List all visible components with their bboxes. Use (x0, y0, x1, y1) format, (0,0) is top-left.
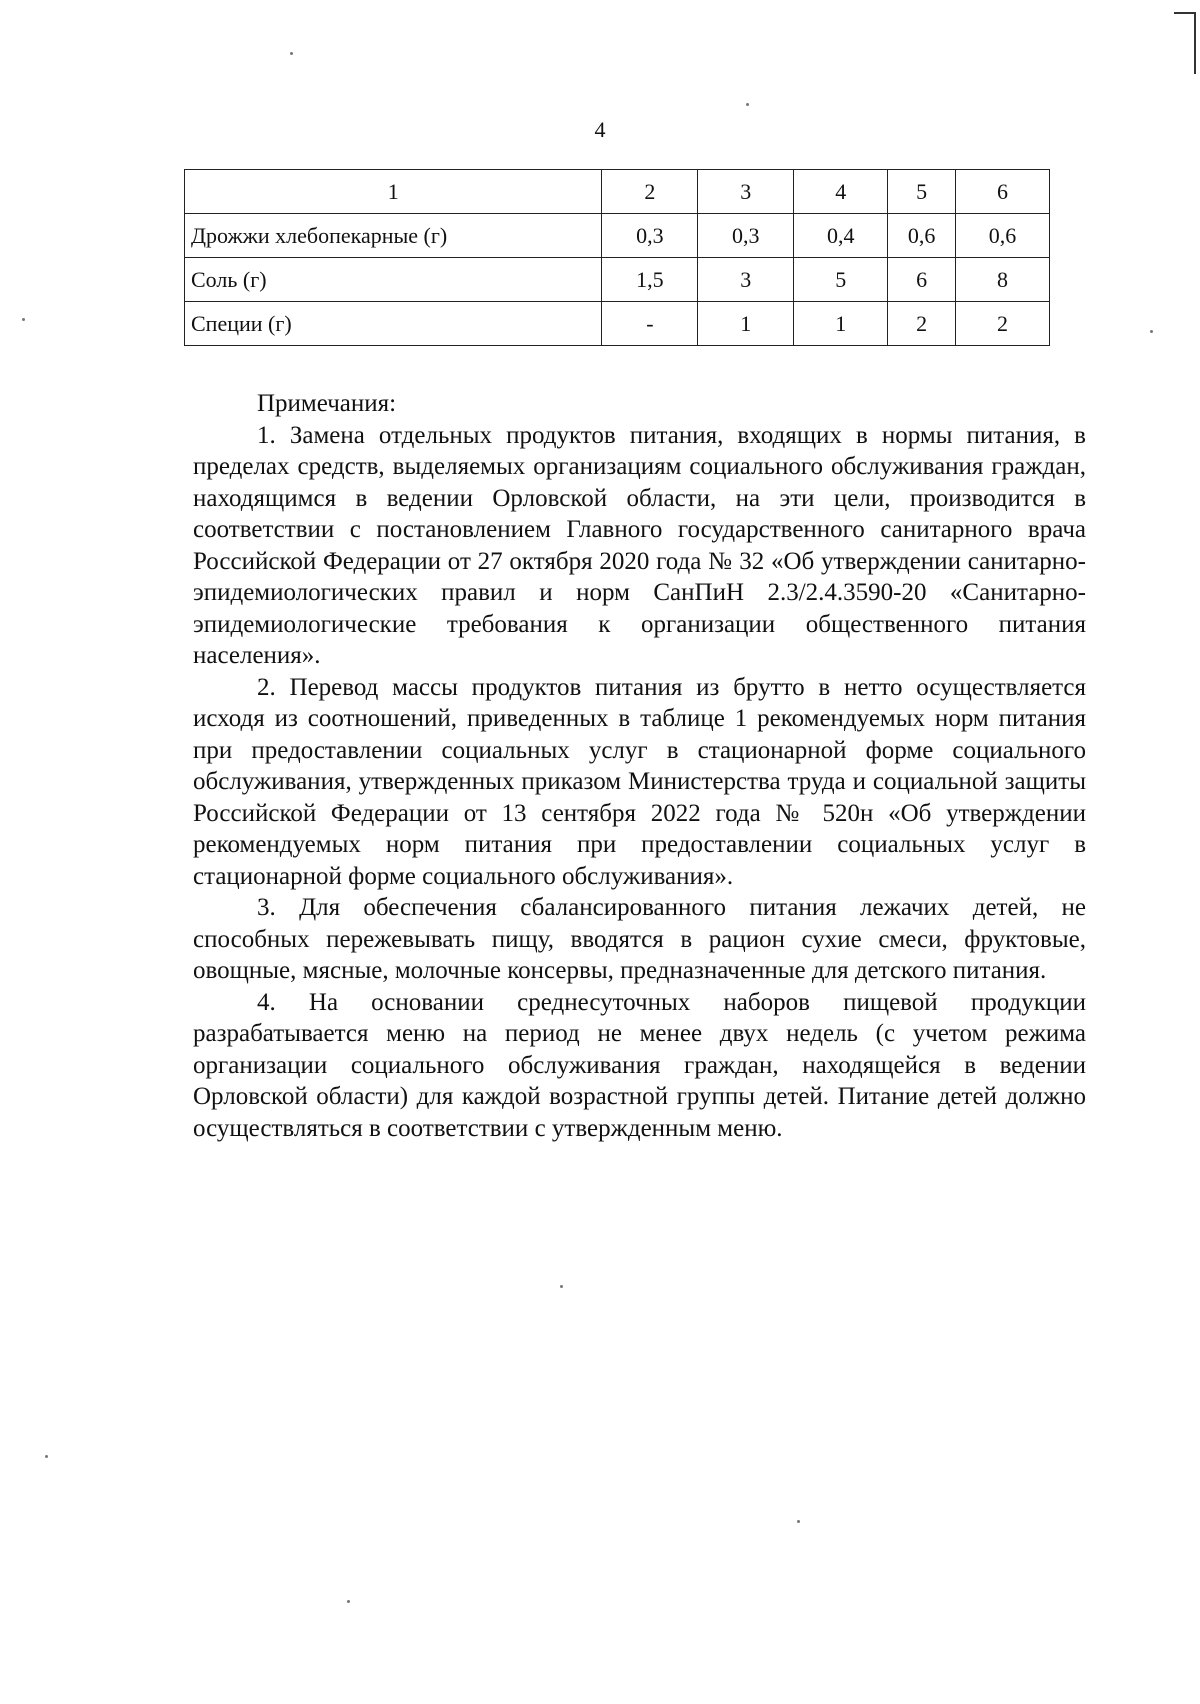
page-number: 4 (594, 117, 606, 142)
table-cell: 1 (794, 302, 888, 346)
food-norms-table (184, 169, 1050, 346)
scan-speck (45, 1455, 48, 1458)
table-cell: 0,3 (698, 214, 794, 258)
table-cell: 2 (888, 302, 956, 346)
table-cell: 3 (698, 258, 794, 302)
scan-speck (347, 1600, 350, 1603)
scan-speck (746, 103, 749, 106)
table-header-cell: 3 (698, 170, 794, 214)
note-paragraph: 4. На основании среднесуточных наборов пищевой продукции разрабатывается меню на период не менее двух недель (с учетом режима организации социального обслуживания граждан, находящейся в ведении Орловской области) для каждой возрастной группы детей. Питание детей должно осуществляться в соответствии с утвержденным меню. (193, 988, 1086, 1142)
table-header-cell: 1 (185, 170, 602, 214)
table-row (185, 302, 1050, 346)
scan-speck (1150, 330, 1153, 333)
table-cell: 2 (956, 302, 1050, 346)
table-row (185, 214, 1050, 258)
table-header-row (185, 170, 1050, 214)
product-name-cell: Специи (г) (185, 302, 602, 346)
product-name-cell: Соль (г) (185, 258, 602, 302)
table-cell: 0,4 (794, 214, 888, 258)
scan-speck (560, 1285, 563, 1288)
scan-speck (797, 1520, 800, 1523)
note-paragraph: 2. Перевод массы продуктов питания из брутто в нетто осуществляется исходя из соотношений, приведенных в таблице 1 рекомендуемых норм питания при предоставлении социальных услуг в стационарной форме социального обслуживания, утвержденных приказом Министерства труда и социальной защиты Российской Федерации от 13 сентября 2022 года № 520н «Об утверждении рекомендуемых норм питания при предоставлении социальных услуг в стационарной форме социального обслуживания». (193, 673, 1086, 890)
note-paragraph: 3. Для обеспечения сбалансированного питания лежачих детей, не способных пережевывать пищу, вводятся в рацион сухие смеси, фруктовые, овощные, мясные, молочные консервы, предназначенные для детского питания. (193, 894, 1086, 984)
scan-speck (290, 52, 293, 55)
product-name-cell: Дрожжи хлебопекарные (г) (185, 214, 602, 258)
notes-section (193, 388, 1086, 1144)
table-cell: 5 (794, 258, 888, 302)
table-header-cell: 6 (956, 170, 1050, 214)
table-header-cell: 2 (602, 170, 698, 214)
table-row (185, 258, 1050, 302)
table-cell: 8 (956, 258, 1050, 302)
table-cell: - (602, 302, 698, 346)
table-cell: 1 (698, 302, 794, 346)
table-cell: 0,3 (602, 214, 698, 258)
table-cell: 1,5 (602, 258, 698, 302)
table-cell: 0,6 (956, 214, 1050, 258)
scan-corner-mark (1174, 12, 1196, 74)
table-header-cell: 5 (888, 170, 956, 214)
scan-speck (22, 318, 25, 321)
table-cell: 0,6 (888, 214, 956, 258)
notes-title: Примечания: (257, 390, 397, 417)
table-cell: 6 (888, 258, 956, 302)
note-paragraph: 1. Замена отдельных продуктов питания, входящих в нормы питания, в пределах средств, выделяемых организациям социального обслуживания граждан, находящимся в ведении Орловской области, на эти цели, производится в соответствии с постановлением Главного государственного санитарного врача Российской Федерации от 27 октября 2020 года № 32 «Об утверждении санитарно-эпидемиологических правил и норм СанПиН 2.3/2.4.3590-20 «Санитарно-эпидемиологические требования к организации общественного питания населения». (193, 421, 1086, 669)
table-header-cell: 4 (794, 170, 888, 214)
